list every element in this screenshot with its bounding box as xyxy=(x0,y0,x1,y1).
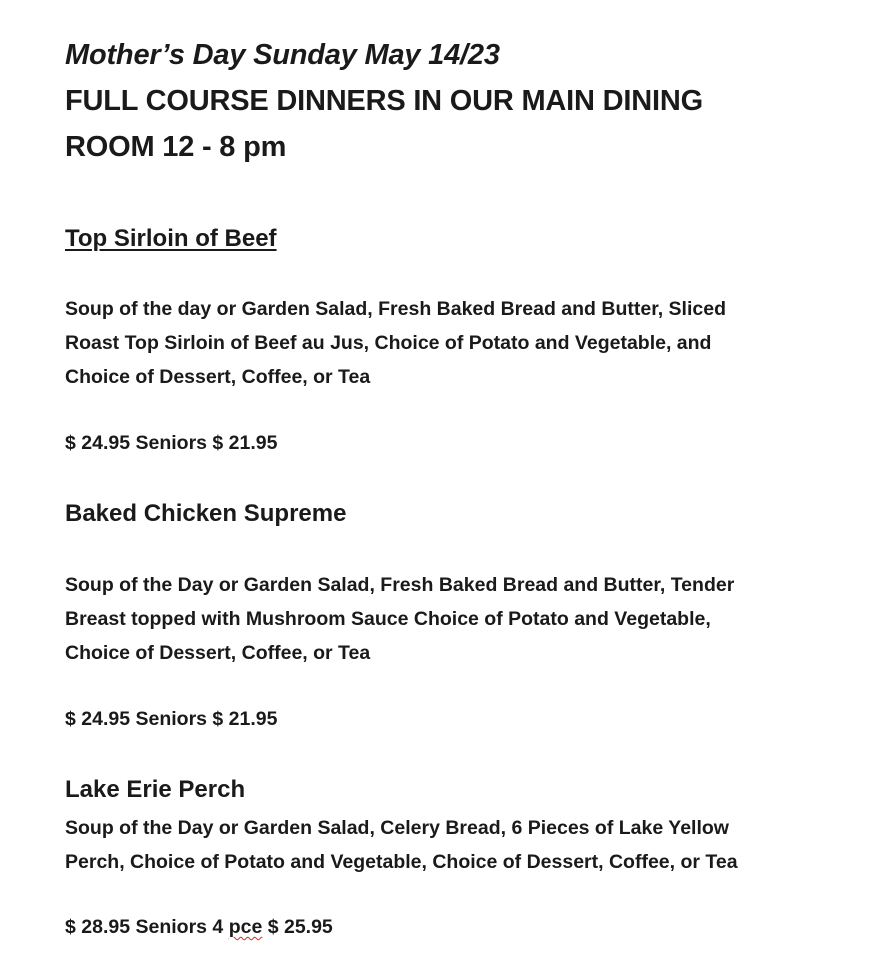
spellcheck-flagged-word: pce xyxy=(228,916,263,938)
dish-price-lake-erie-perch xyxy=(65,913,333,941)
description-line: Choice of Dessert, Coffee, or Tea xyxy=(65,642,371,664)
description-line: Perch, Choice of Potato and Vegetable, Choice of Dessert, Coffee, or Tea xyxy=(65,851,738,873)
header-room-hours-line: ROOM 12 - 8 pm xyxy=(65,131,287,163)
description-line: Soup of the Day or Garden Salad, Fresh Baked Bread and Butter, Tender xyxy=(65,574,735,596)
dish-description-top-sirloin xyxy=(65,292,805,394)
description-line: Breast topped with Mushroom Sauce Choice of Potato and Vegetable, xyxy=(65,608,711,630)
description-line: Soup of the day or Garden Salad, Fresh Baked Bread and Butter, Sliced xyxy=(65,298,726,320)
dish-description-lake-erie-perch xyxy=(65,811,805,879)
dish-name-top-sirloin: Top Sirloin of Beef xyxy=(65,225,277,252)
price-text: $ 28.95 Seniors 4 xyxy=(65,916,229,938)
dish-price-baked-chicken: $ 24.95 Seniors $ 21.95 xyxy=(65,708,278,730)
dish-price-top-sirloin: $ 24.95 Seniors $ 21.95 xyxy=(65,432,278,454)
dish-name-lake-erie-perch: Lake Erie Perch xyxy=(65,776,246,803)
dish-name-baked-chicken: Baked Chicken Supreme xyxy=(65,500,347,527)
dish-description-baked-chicken xyxy=(65,568,805,670)
description-line: Soup of the Day or Garden Salad, Celery Bread, 6 Pieces of Lake Yellow xyxy=(65,817,729,839)
header-date-line: Mother’s Day Sunday May 14/23 xyxy=(65,39,500,71)
description-line: Choice of Dessert, Coffee, or Tea xyxy=(65,366,371,388)
price-text: $ 25.95 xyxy=(262,916,333,938)
description-line: Roast Top Sirloin of Beef au Jus, Choice of Potato and Vegetable, and xyxy=(65,332,712,354)
header-dinner-line: FULL COURSE DINNERS IN OUR MAIN DINING xyxy=(65,85,703,117)
